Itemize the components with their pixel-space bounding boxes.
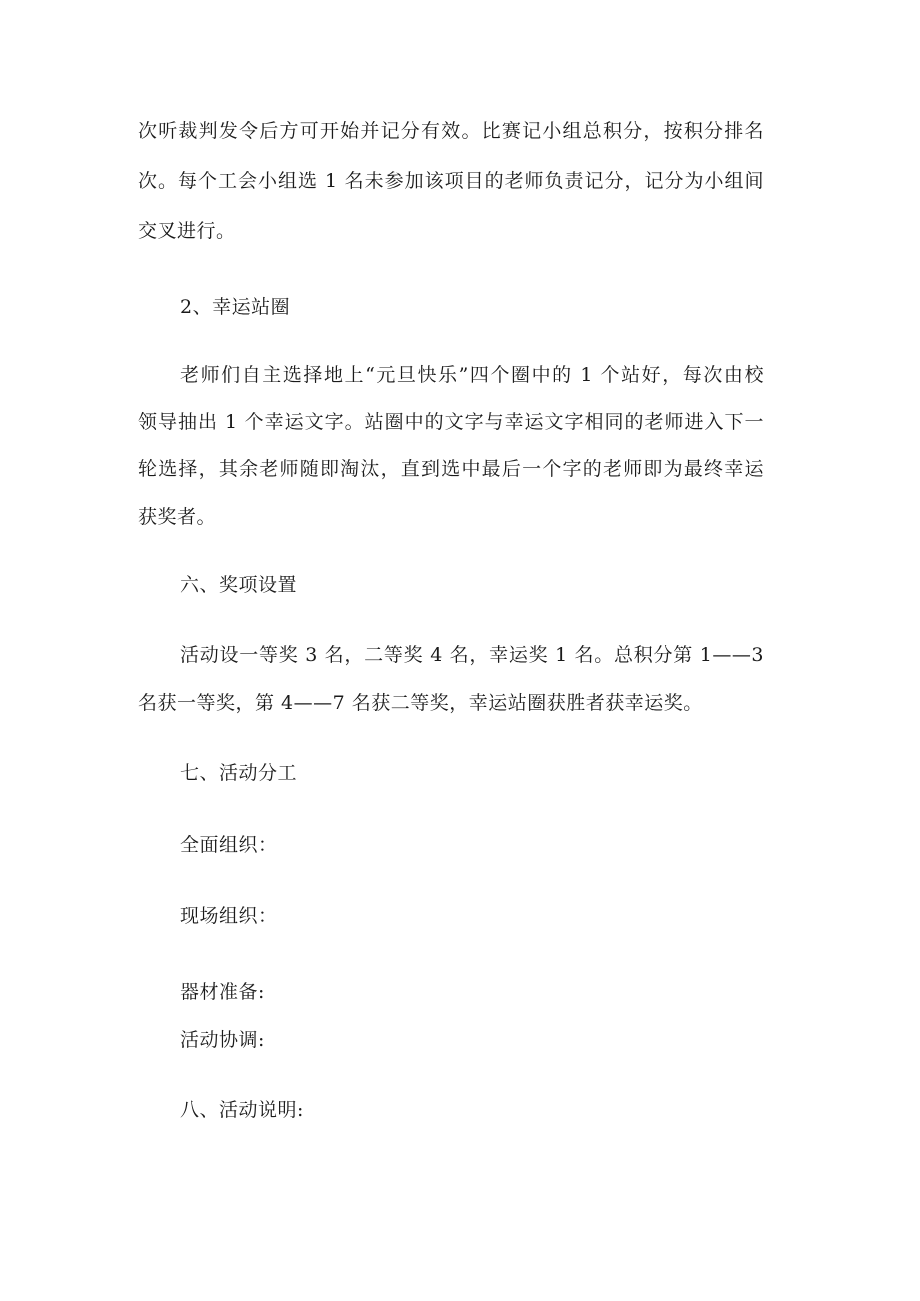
section-heading: 七、活动分工 — [180, 762, 298, 784]
paragraph-line: 领导抽出 1 个幸运文字。站圈中的文字与幸运文字相同的老师进入下一 — [138, 411, 764, 433]
paragraph-line: 活动设一等奖 3 名，二等奖 4 名，幸运奖 1 名。总积分第 1——3 — [180, 644, 764, 666]
division-item: 活动协调: — [180, 1029, 265, 1051]
paragraph-line: 获奖者。 — [138, 506, 217, 528]
division-item: 器材准备: — [180, 981, 265, 1003]
paragraph-line: 交叉进行。 — [138, 220, 236, 242]
division-item: 现场组织： — [180, 905, 278, 927]
paragraph-line: 名获一等奖，第 4——7 名获二等奖，幸运站圈获胜者获幸运奖。 — [138, 692, 703, 714]
paragraph-line: 次听裁判发令后方可开始并记分有效。比赛记小组总积分，按积分排名 — [138, 120, 764, 142]
paragraph-line: 次。每个工会小组选 1 名未参加该项目的老师负责记分，记分为小组间 — [138, 170, 764, 192]
section-heading: 六、奖项设置 — [180, 574, 298, 596]
section-heading: 2、幸运站圈 — [180, 296, 291, 318]
paragraph-line: 老师们自主选择地上“元旦快乐”四个圈中的 1 个站好，每次由校 — [180, 364, 764, 386]
division-item: 全面组织： — [180, 834, 278, 856]
paragraph-line: 轮选择，其余老师随即淘汰，直到选中最后一个字的老师即为最终幸运 — [138, 458, 764, 480]
section-heading: 八、活动说明: — [180, 1099, 304, 1121]
